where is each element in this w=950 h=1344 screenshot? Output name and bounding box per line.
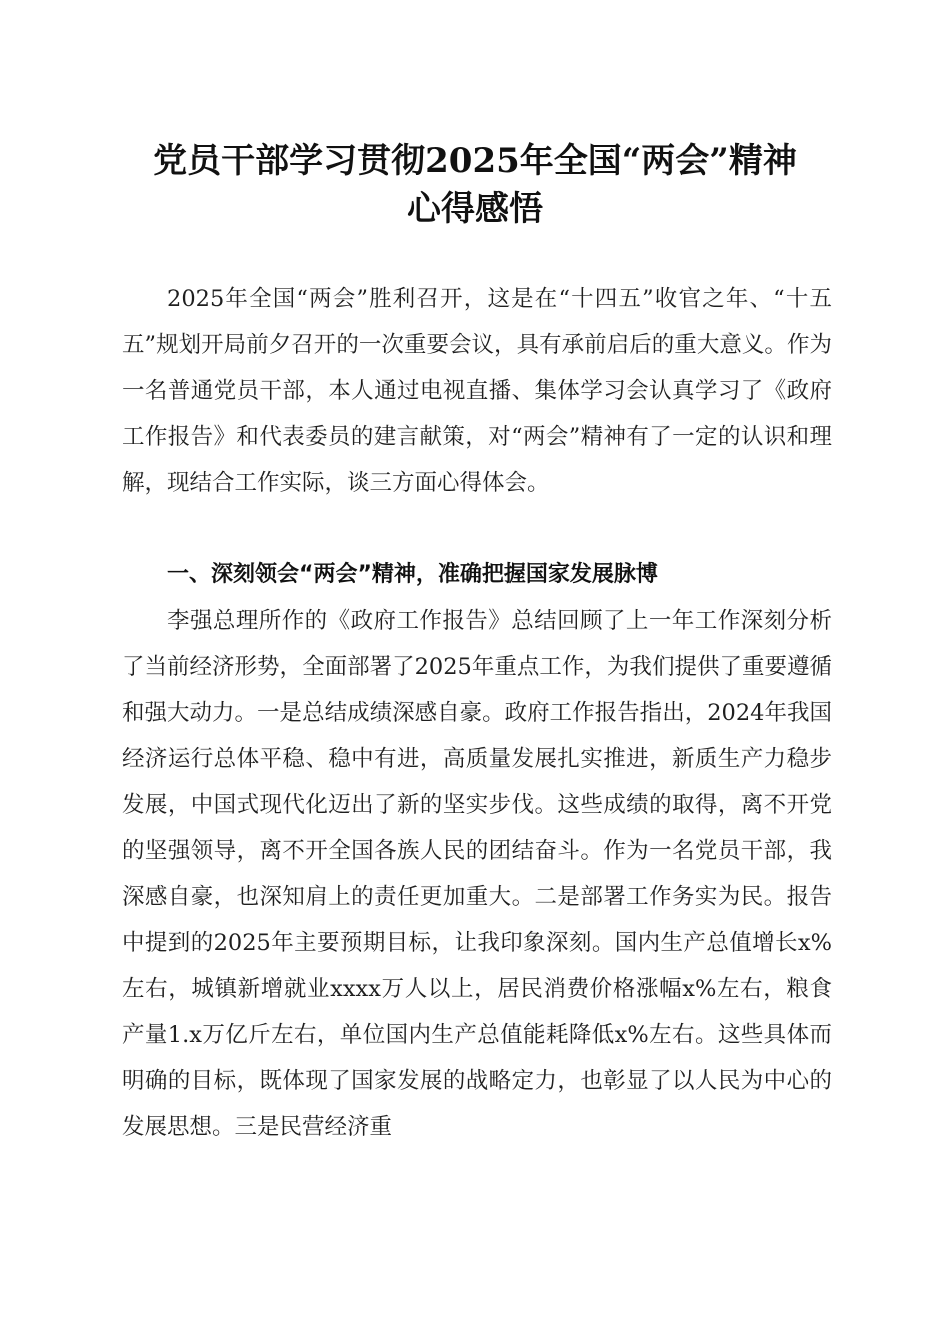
section-1-heading: 一、深刻领会“两会”精神，准确把握国家发展脉博 bbox=[167, 562, 658, 587]
document-title-line-1: 党员干部学习贯彻2025年全国“两会”精神 bbox=[153, 141, 797, 181]
section-1-paragraph: 李强总理所作的《政府工作报告》总结回顾了上一年工作深刻分析了当前经济形势，全面部署了2025年重点工作，为我们提供了重要遵循和强大动力。一是总结成绩深感自豪。政府工作报告指出，2024年我国经济运行总体平稳、稳中有进，高质量发展扎实推进，新质生产力稳步发展，中国式现代化迈出了新的坚实步伐。这些成绩的取得，离不开党的坚强领导，离不开全国各族人民的团结奋斗。作为一名党员干部，我深感自豪，也深知肩上的责任更加重大。二是部署工作务实为民。报告中提到的2025年主要预期目标，让我印象深刻。国内生产总值增长x%左右，城镇新增就业xxxx万人以上，居民消费价格涨幅x%左右，粮食产量1.x万亿斤左右，单位国内生产总值能耗降低x%左右。这些具体而明确的目标，既体现了国家发展的战略定力，也彰显了以人民为中心的发展思想。三是民营经济重 bbox=[122, 608, 832, 1140]
document-title-line-2: 心得感悟 bbox=[407, 189, 543, 229]
intro-paragraph: 2025年全国“两会”胜利召开，这是在“十四五”收官之年、“十五五”规划开局前夕召开的一次重要会议，具有承前启后的重大意义。作为一名普通党员干部，本人通过电视直播、集体学习会认真学习了《政府工作报告》和代表委员的建言献策，对“两会”精神有了一定的认识和理解，现结合工作实际，谈三方面心得体会。 bbox=[122, 286, 832, 496]
